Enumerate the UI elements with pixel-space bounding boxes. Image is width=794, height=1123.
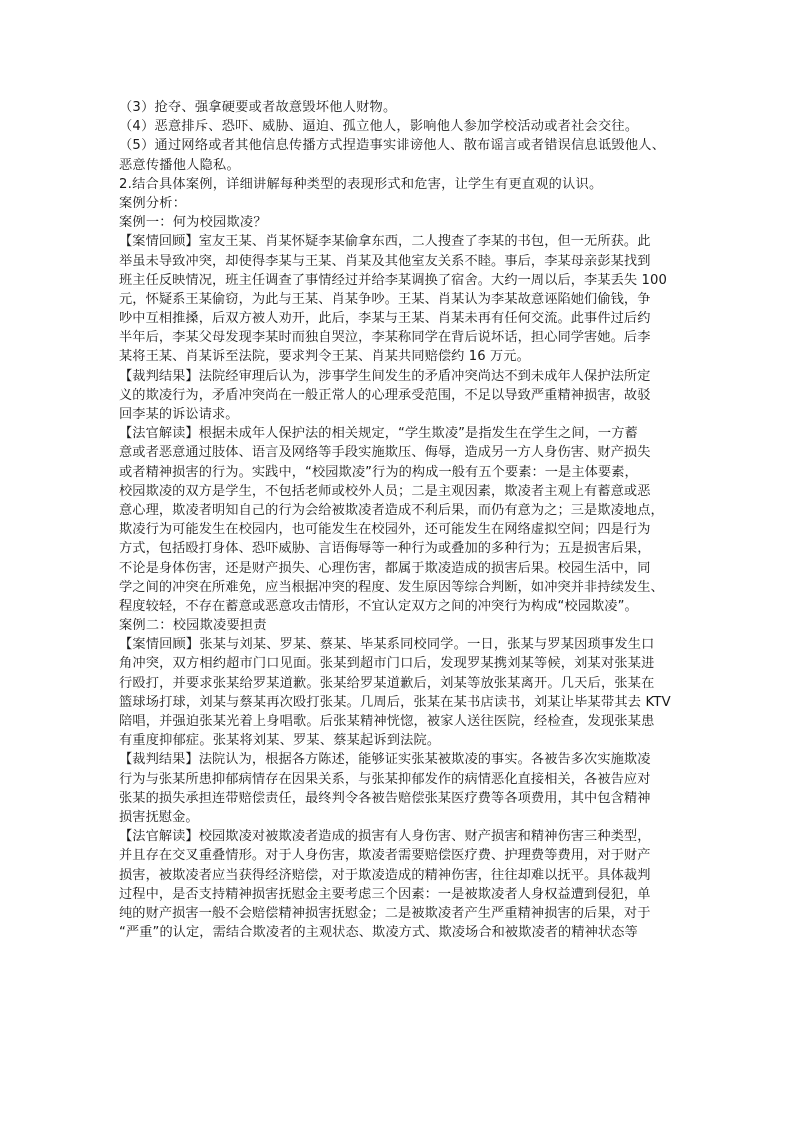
paragraph-line: 过程中，是否支持精神损害抚慰金主要考虑三个因素：一是被欺凌者人身权益遭到侵犯，单 [119,886,651,902]
behavior-item-3: （3）抢夺、强拿硬要或者故意毁坏他人财物。 [119,100,397,115]
paragraph-line: 张某的损失承担连带赔偿责任，最终判令各被告赔偿张某医疗费等各项费用，其中包含精神 [119,790,651,806]
paragraph-line: 行殴打，并要求张某给罗某道歉。张某给罗某道歉后，刘某等放张某离开。几天后，张某在 [119,675,655,691]
paragraph-line: 程度较轻，不存在蓄意或恶意攻击情形，不宜认定双方之间的冲突行为构成“校园欺凌”。 [119,598,638,614]
case1-recall-paragraph [119,232,679,366]
paragraph-line: 并且存在交叉重叠情形。对于人身伤害，欺凌者需要赔偿医疗费、护理费等费用，对于财产 [119,848,651,864]
behavior-item-5-cont: 恶意传播他人隐私。 [119,157,240,173]
paragraph-line: 半年后，李某父母发现李某时而独自哭泣，李某称同学在背后说坏话，担心同学害她。后李 [119,330,651,346]
paragraph-line: 元，怀疑系王某偷窃，为此与王某、肖某争吵。王某、肖某认为李某故意诬陷她们偷钱，争 [119,291,651,307]
case2-recall-paragraph [119,635,679,750]
paragraph-line: 【法官解读】校园欺凌对被欺凌者造成的损害有人身伤害、财产损害和精神伤害三种类型， [119,829,651,845]
case1-verdict-paragraph [119,367,679,425]
paragraph-line: 有重度抑郁症。张某将刘某、罗某、蔡某起诉到法院。 [119,733,441,749]
paragraph-line: 【案情回顾】张某与刘某、罗某、蔡某、毕某系同校同学。一日，张某与罗某因琐事发生口 [119,637,655,653]
case2-interpretation-paragraph [119,827,679,942]
paragraph-line: 某将王某、肖某诉至法院，要求判令王某、肖某共同赔偿约 16 万元。 [119,349,530,365]
case2-verdict-paragraph [119,750,679,827]
paragraph-line: 回李某的诉讼请求。 [119,407,239,422]
paragraph-line: 义的欺凌行为，矛盾冲突尚在一般正常人的心理承受范围，不足以导致严重精神损害，故驳 [119,387,651,403]
paragraph-line: 纯的财产损害一般不会赔偿精神损害抚慰金；二是被欺凌者产生严重精神损害的后果，对于 [119,905,651,921]
paragraph-line: “严重”的认定，需结合欺凌者的主观状态、欺凌方式、欺凌场合和被欺凌者的精神状态等 [119,925,638,941]
paragraph-line: 或者精神损害的行为。实践中，“校园欺凌”行为的构成一般有五个要素：一是主体要素， [119,464,638,480]
paragraph-line: 陪唱，并强迫张某光着上身唱歌。后张某精神恍惚，被家人送往医院，经检查，发现张某患 [119,714,655,729]
analysis-heading: 案例分析： [119,195,187,211]
paragraph-line: 损害抚慰金。 [119,809,199,825]
paragraph-line: 篮球场打球，刘某与蔡某再次殴打张某。几周后，张某在某书店读书，刘某让毕某带其去 KTV [119,694,671,710]
case1-interpretation-paragraph [119,424,679,616]
case1-title: 案例一：何为校园欺凌？ [119,215,267,231]
step-2-text: 2.结合具体案例，详细讲解每种类型的表现形式和危害，让学生有更直观的认识。 [119,176,603,192]
paragraph-line: 意或者恶意通过肢体、语言及网络等手段实施欺压、侮辱，造成另一方人身伤害、财产损失 [119,445,651,461]
paragraph-line: 方式，包括殴打身体、恐吓威胁、言语侮辱等一种行为或叠加的多种行为；五是损害后果， [119,541,651,557]
paragraph-line: 学之间的冲突在所难免，应当根据冲突的程度、发生原因等综合判断，如冲突并非持续发生、 [119,579,664,595]
paragraph-line: 吵中互相推搡，后双方被人劝开，此后，李某与王某、肖某未再有任何交流。此事件过后约 [119,311,651,327]
paragraph-line: 校园欺凌的双方是学生，不包括老师或校外人员；二是主观因素，欺凌者主观上有蓄意或恶 [119,483,651,499]
paragraph-line: 欺凌行为可能发生在校园内，也可能发生在校园外，还可能发生在网络虚拟空间；四是行为 [119,522,651,538]
paragraph-line: 角冲突，双方相约超市门口见面。张某到超市门口后，发现罗某携刘某等候，刘某对张某进 [119,656,655,672]
paragraph-line: 【裁判结果】法院经审理后认为，涉事学生间发生的矛盾冲突尚达不到未成年人保护法所定 [119,368,651,384]
paragraph-line: 【法官解读】根据未成年人保护法的相关规定，“学生欺凌”是指发生在学生之间，一方蓄 [119,426,638,442]
paragraph-line: 【案情回顾】室友王某、肖某怀疑李某偷拿东西，二人搜查了李某的书包，但一无所获。此 [119,234,651,250]
paragraph-line: 举虽未导致冲突，却使得李某与王某、肖某及其他室友关系不睦。事后，李某母亲彭某找到 [119,253,651,269]
behavior-item-4: （4）恶意排斥、恐吓、威胁、逼迫、孤立他人，影响他人参加学校活动或者社会交往。 [119,119,639,135]
behavior-item-5: （5）通过网络或者其他信息传播方式捏造事实诽谤他人、散布谣言或者错误信息诋毁他人、 [119,138,666,154]
paragraph-line: 损害，被欺凌者应当获得经济赔偿，对于欺凌造成的精神伤害，往往却难以抚平。具体裁判 [119,867,651,883]
case2-title: 案例二：校园欺凌要担责 [119,618,267,634]
paragraph-line: 不论是身体伤害，还是财产损失、心理伤害，都属于欺凌造成的损害后果。校园生活中，同 [119,560,651,576]
paragraph-line: 班主任反映情况，班主任调查了事情经过并给李某调换了宿舍。大约一周以后，李某丢失 100 [119,272,667,288]
document-page [119,98,679,942]
paragraph-line: 【裁判结果】法院认为，根据各方陈述，能够证实张某被欺凌的事实。各被告多次实施欺凌 [119,752,651,768]
paragraph-line: 行为与张某所患抑郁病情存在因果关系，与张某抑郁发作的病情恶化直接相关，各被告应对 [119,771,651,787]
paragraph-line: 意心理，欺凌者明知自己的行为会给被欺凌者造成不利后果，而仍有意为之；三是欺凌地点， [119,502,664,518]
